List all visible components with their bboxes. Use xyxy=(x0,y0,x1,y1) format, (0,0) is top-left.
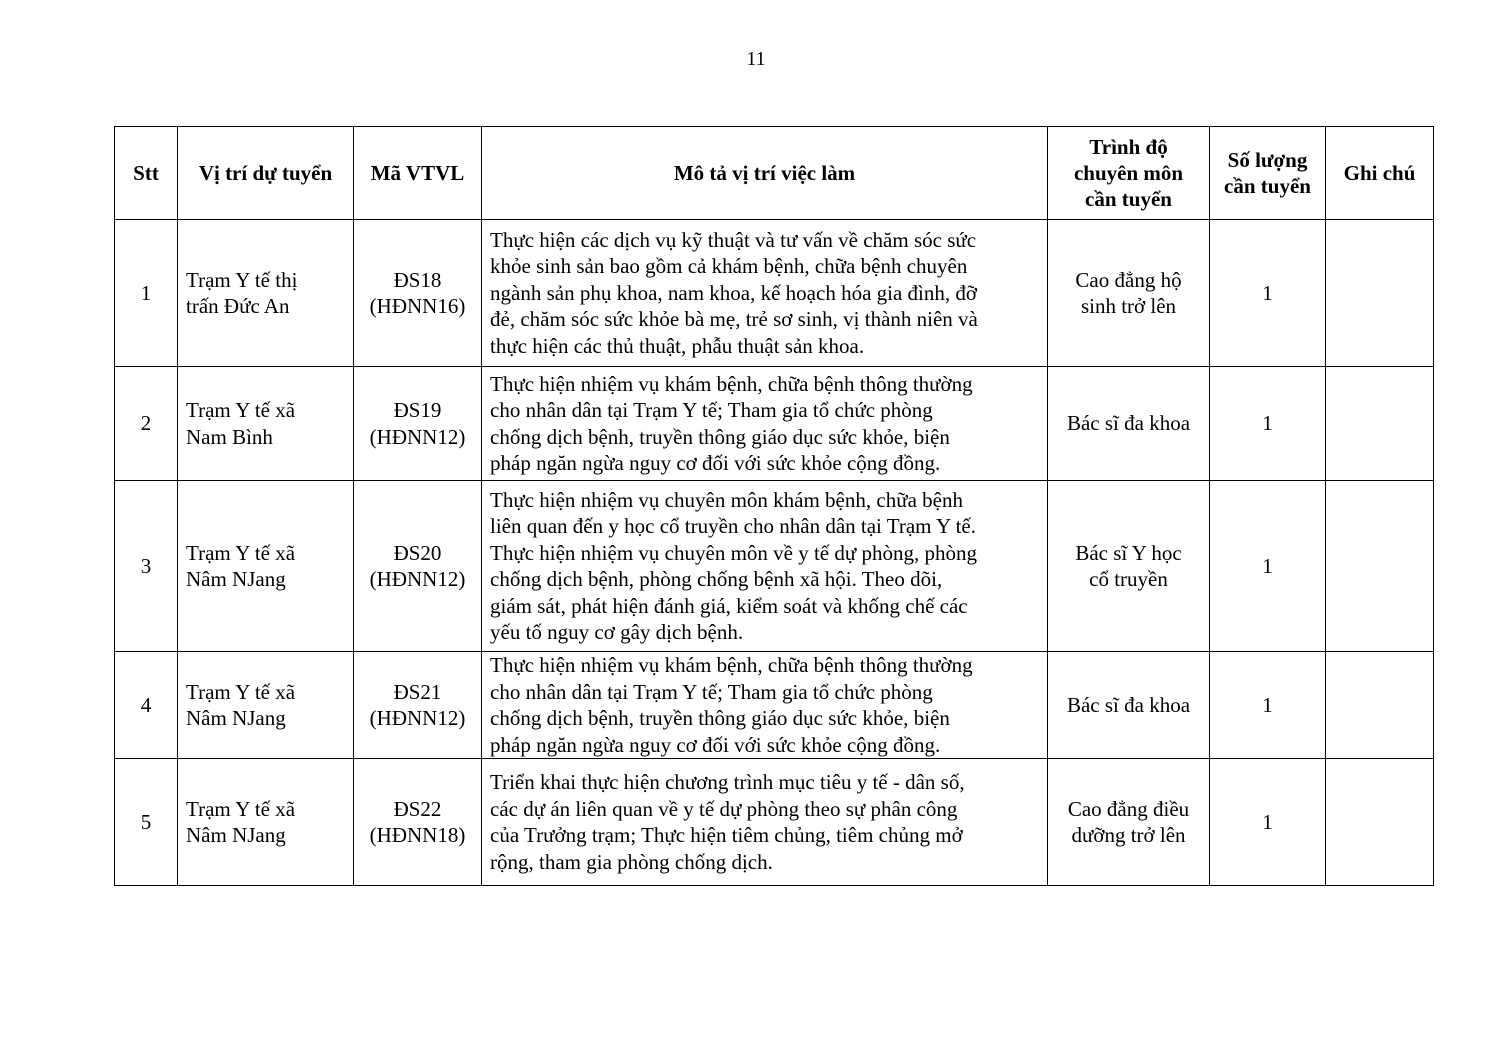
table-header-row xyxy=(115,127,1434,220)
cell-description: Thực hiện nhiệm vụ khám bệnh, chữa bệnh thông thường cho nhân dân tại Trạm Y tế; Tham gia tổ chức phòng chống dịch bệnh, truyền thông giáo dục sức khỏe, biện pháp ngăn ngừa nguy cơ đối với sức khỏe cộng đồng. xyxy=(482,652,1048,759)
cell-description: Thực hiện các dịch vụ kỹ thuật và tư vấn về chăm sóc sức khỏe sinh sản bao gồm cả khám bệnh, chữa bệnh chuyên ngành sản phụ khoa, nam khoa, kế hoạch hóa gia đình, đỡ đẻ, chăm sóc sức khỏe bà mẹ, trẻ sơ sinh, vị thành niên và thực hiện các thủ thuật, phẫu thuật sản khoa. xyxy=(482,220,1048,367)
table-row xyxy=(115,759,1434,886)
cell-description: Thực hiện nhiệm vụ khám bệnh, chữa bệnh thông thường cho nhân dân tại Trạm Y tế; Tham gia tổ chức phòng chống dịch bệnh, truyền thông giáo dục sức khỏe, biện pháp ngăn ngừa nguy cơ đối với sức khỏe cộng đồng. xyxy=(482,367,1048,481)
recruitment-table xyxy=(114,126,1434,886)
page-number: 11 xyxy=(746,48,766,70)
cell-level: Bác sĩ Y học cổ truyền xyxy=(1048,481,1210,652)
cell-note xyxy=(1326,481,1434,652)
header-code: Mã VTVL xyxy=(354,127,482,220)
cell-note xyxy=(1326,759,1434,886)
cell-note xyxy=(1326,652,1434,759)
cell-level: Bác sĩ đa khoa xyxy=(1048,367,1210,481)
cell-code: ĐS19 (HĐNN12) xyxy=(354,367,482,481)
cell-stt: 2 xyxy=(115,367,178,481)
cell-position: Trạm Y tế thị trấn Đức An xyxy=(178,220,354,367)
table-row xyxy=(115,220,1434,367)
cell-position: Trạm Y tế xã Nâm NJang xyxy=(178,652,354,759)
cell-code: ĐS18 (HĐNN16) xyxy=(354,220,482,367)
header-position: Vị trí dự tuyển xyxy=(178,127,354,220)
table-row xyxy=(115,367,1434,481)
header-stt: Stt xyxy=(115,127,178,220)
cell-quantity: 1 xyxy=(1210,652,1326,759)
cell-code: ĐS22 (HĐNN18) xyxy=(354,759,482,886)
cell-stt: 3 xyxy=(115,481,178,652)
cell-position: Trạm Y tế xã Nâm NJang xyxy=(178,481,354,652)
cell-code: ĐS21 (HĐNN12) xyxy=(354,652,482,759)
header-note: Ghi chú xyxy=(1326,127,1434,220)
cell-stt: 4 xyxy=(115,652,178,759)
cell-stt: 1 xyxy=(115,220,178,367)
cell-level: Cao đẳng điều dưỡng trở lên xyxy=(1048,759,1210,886)
header-level: Trình độ chuyên môn cần tuyển xyxy=(1048,127,1210,220)
cell-description: Thực hiện nhiệm vụ chuyên môn khám bệnh, chữa bệnh liên quan đến y học cổ truyền cho nhân dân tại Trạm Y tế. Thực hiện nhiệm vụ chuyên môn về y tế dự phòng, phòng chống dịch bệnh, phòng chống bệnh xã hội. Theo dõi, giám sát, phát hiện đánh giá, kiểm soát và khống chế các yếu tố nguy cơ gây dịch bệnh. xyxy=(482,481,1048,652)
cell-quantity: 1 xyxy=(1210,220,1326,367)
cell-note xyxy=(1326,367,1434,481)
cell-level: Cao đẳng hộ sinh trở lên xyxy=(1048,220,1210,367)
header-quantity: Số lượng cần tuyển xyxy=(1210,127,1326,220)
cell-quantity: 1 xyxy=(1210,481,1326,652)
cell-code: ĐS20 (HĐNN12) xyxy=(354,481,482,652)
cell-quantity: 1 xyxy=(1210,759,1326,886)
cell-stt: 5 xyxy=(115,759,178,886)
table-row xyxy=(115,481,1434,652)
cell-position: Trạm Y tế xã Nam Bình xyxy=(178,367,354,481)
table-row xyxy=(115,652,1434,759)
header-description: Mô tả vị trí việc làm xyxy=(482,127,1048,220)
cell-quantity: 1 xyxy=(1210,367,1326,481)
cell-position: Trạm Y tế xã Nâm NJang xyxy=(178,759,354,886)
cell-level: Bác sĩ đa khoa xyxy=(1048,652,1210,759)
cell-note xyxy=(1326,220,1434,367)
cell-description: Triển khai thực hiện chương trình mục tiêu y tế - dân số, các dự án liên quan về y tế dự phòng theo sự phân công của Trưởng trạm; Thực hiện tiêm chủng, tiêm chủng mở rộng, tham gia phòng chống dịch. xyxy=(482,759,1048,886)
